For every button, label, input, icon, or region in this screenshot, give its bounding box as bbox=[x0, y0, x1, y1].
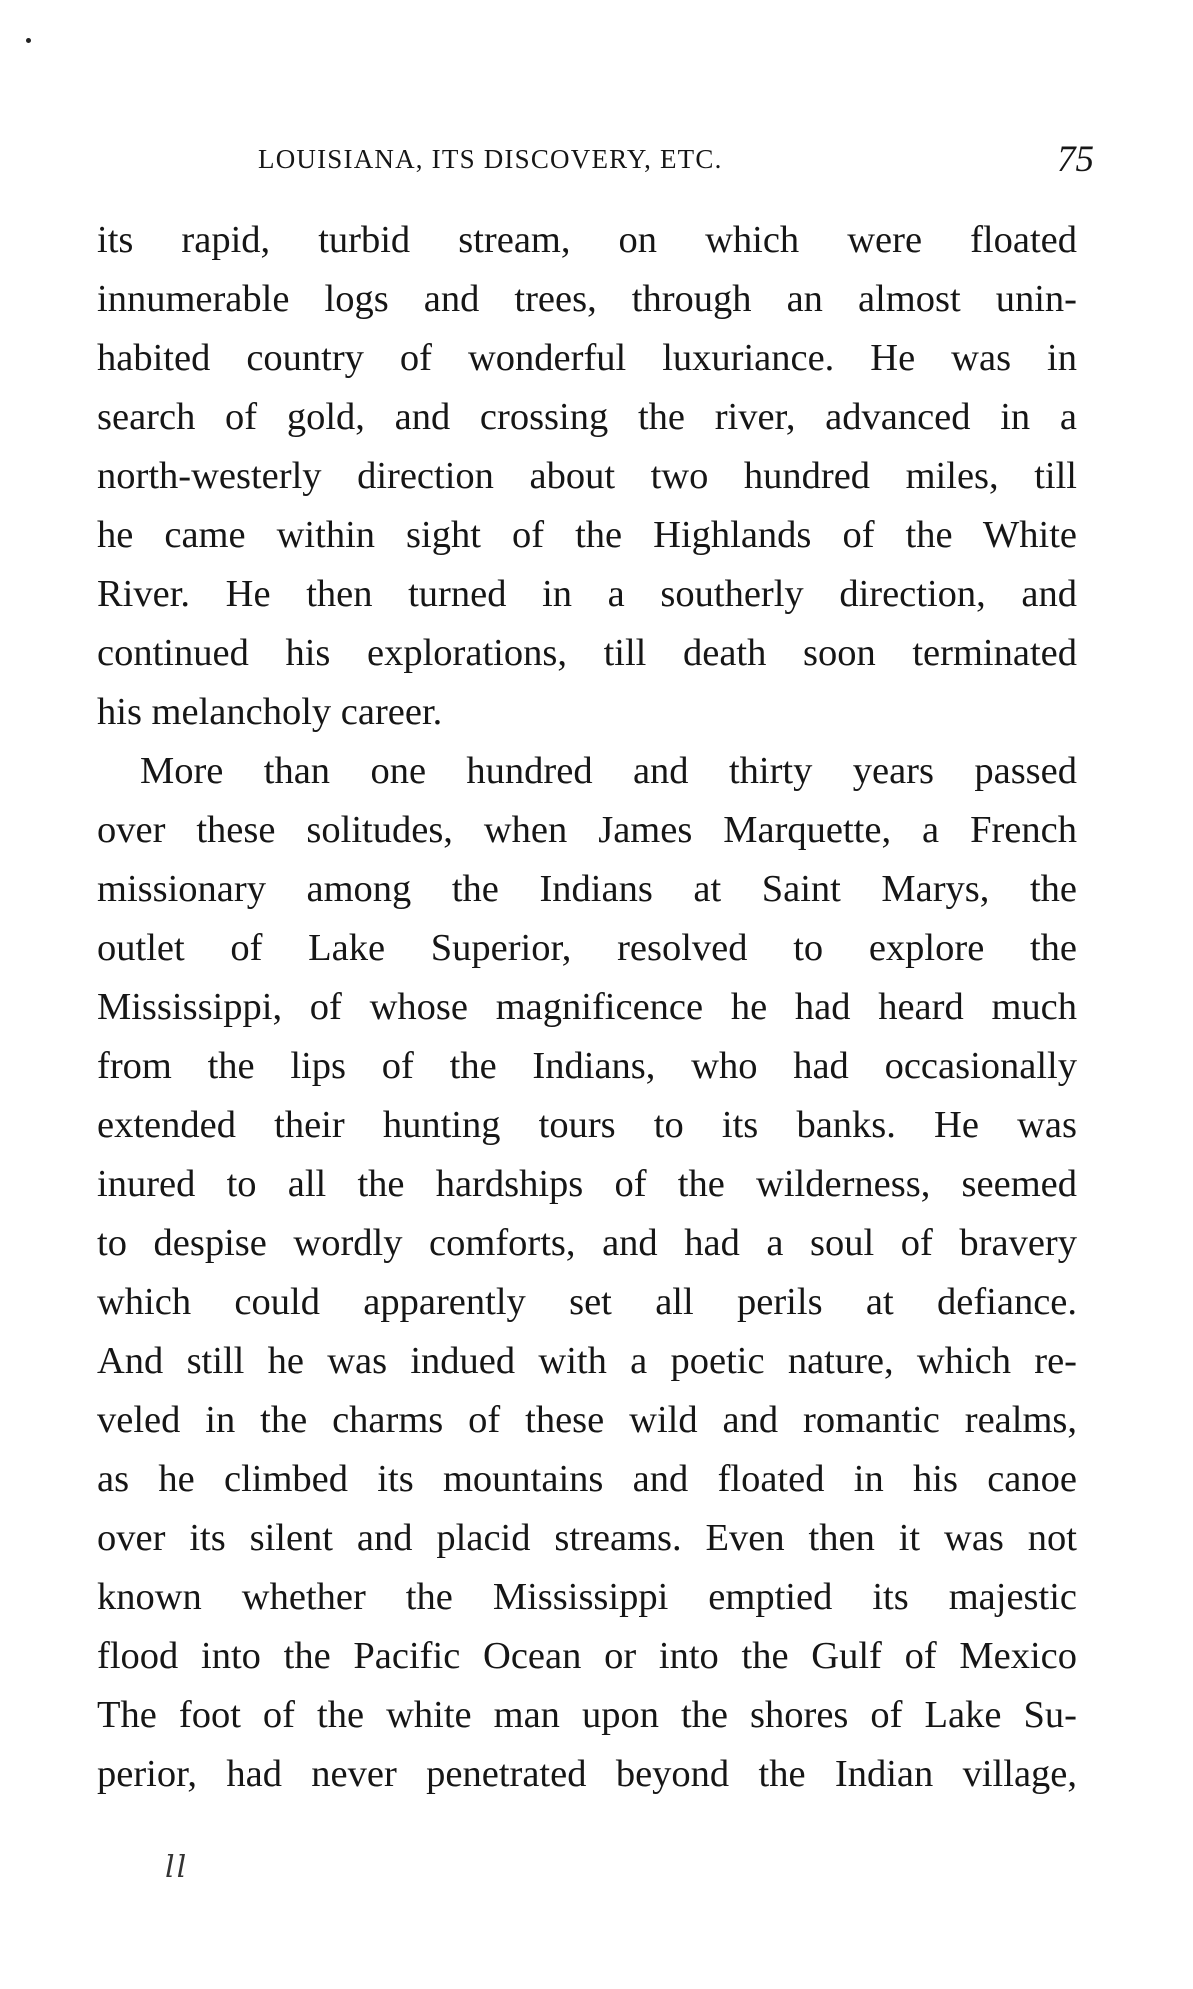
text-line: missionary among the Indians at Saint Marys, the bbox=[97, 868, 1077, 910]
paragraph-2 bbox=[97, 742, 1077, 1804]
text-line: search of gold, and crossing the river, advanced in a bbox=[97, 396, 1077, 438]
text-line: from the lips of the Indians, who had occasionally bbox=[97, 1045, 1077, 1087]
text-line: And still he was indued with a poetic nature, which re- bbox=[97, 1340, 1077, 1382]
body-text bbox=[97, 211, 1077, 1804]
text-line: outlet of Lake Superior, resolved to explore the bbox=[97, 927, 1077, 969]
text-line: flood into the Pacific Ocean or into the Gulf of Mexico bbox=[97, 1635, 1077, 1677]
handwritten-mark: ll bbox=[165, 1850, 189, 1885]
text-line: More than one hundred and thirty years passed bbox=[140, 750, 1077, 792]
text-line: veled in the charms of these wild and romantic realms, bbox=[97, 1399, 1077, 1441]
text-line: innumerable logs and trees, through an almost unin- bbox=[97, 278, 1077, 320]
text-line: The foot of the white man upon the shores of Lake Su- bbox=[97, 1694, 1077, 1736]
text-line: continued his explorations, till death soon terminated bbox=[97, 632, 1077, 674]
text-line: as he climbed its mountains and floated in his canoe bbox=[97, 1458, 1077, 1500]
text-line: which could apparently set all perils at defiance. bbox=[97, 1281, 1077, 1323]
text-line: perior, had never penetrated beyond the Indian village, bbox=[97, 1753, 1077, 1795]
running-head: LOUISIANA, ITS DISCOVERY, ETC. bbox=[258, 144, 723, 174]
text-line: inured to all the hardships of the wilderness, seemed bbox=[97, 1163, 1077, 1205]
text-line: he came within sight of the Highlands of the White bbox=[97, 514, 1077, 556]
ink-speck bbox=[26, 38, 31, 43]
text-line: over these solitudes, when James Marquette, a French bbox=[97, 809, 1077, 851]
text-line: habited country of wonderful luxuriance. He was in bbox=[97, 337, 1077, 379]
text-line: to despise wordly comforts, and had a soul of bravery bbox=[97, 1222, 1077, 1264]
text-line: Mississippi, of whose magnificence he had heard much bbox=[97, 986, 1077, 1028]
text-line: known whether the Mississippi emptied its majestic bbox=[97, 1576, 1077, 1618]
text-line: north-westerly direction about two hundred miles, till bbox=[97, 455, 1077, 497]
text-line: over its silent and placid streams. Even then it was not bbox=[97, 1517, 1077, 1559]
paragraph-1 bbox=[97, 211, 1077, 742]
text-line: extended their hunting tours to its banks. He was bbox=[97, 1104, 1077, 1146]
text-line: River. He then turned in a southerly direction, and bbox=[97, 573, 1077, 615]
text-line: his melancholy career. bbox=[97, 691, 443, 733]
page-header bbox=[258, 138, 1094, 188]
text-line: its rapid, turbid stream, on which were floated bbox=[97, 219, 1077, 261]
page-number: 75 bbox=[1057, 139, 1094, 180]
